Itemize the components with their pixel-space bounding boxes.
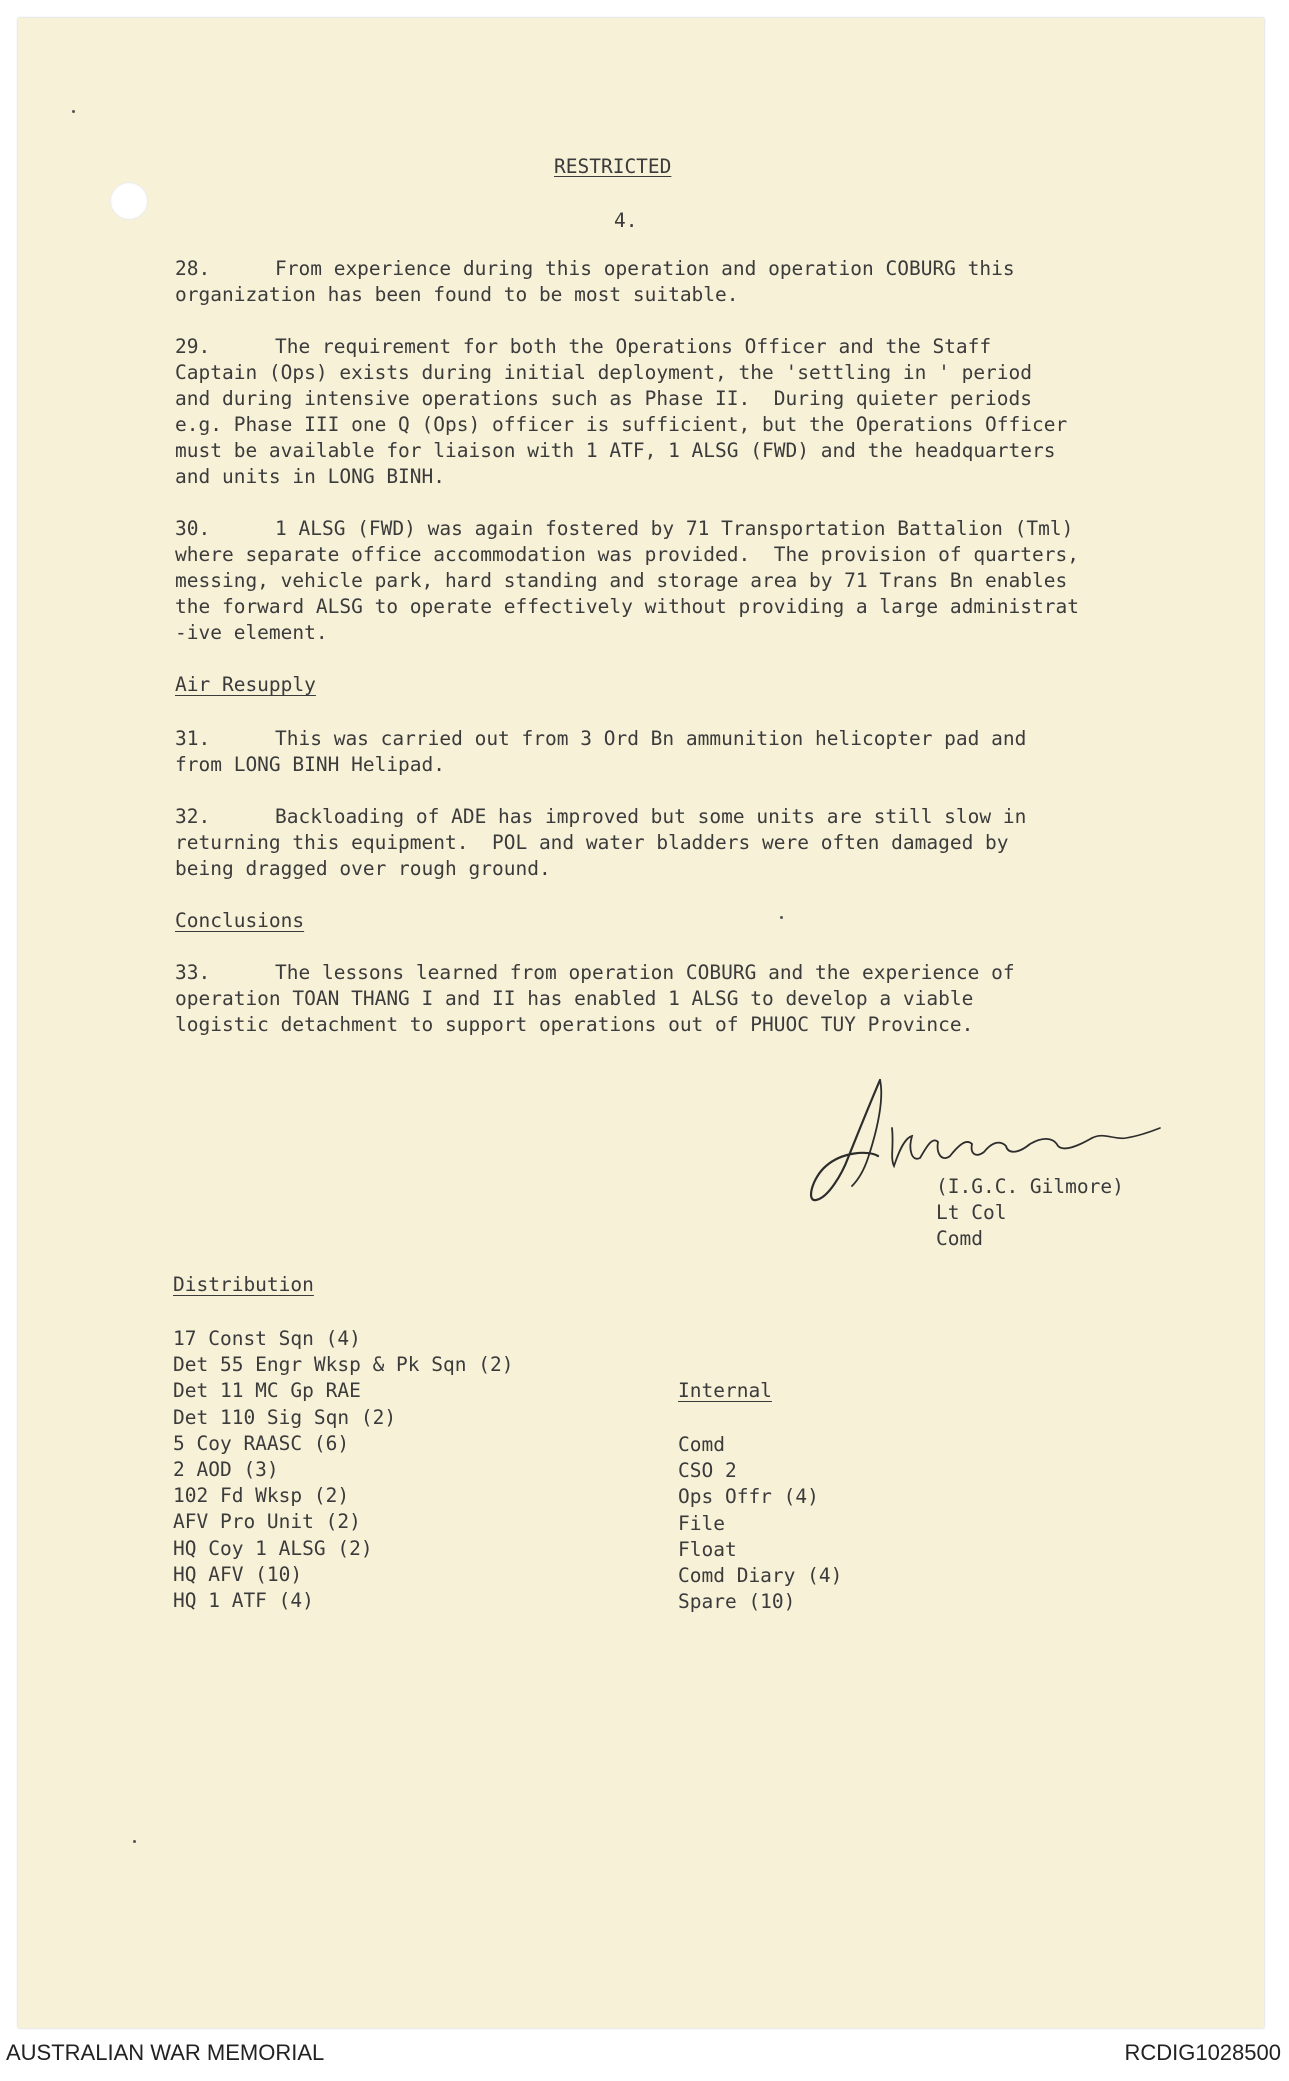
paper-speck: [780, 916, 783, 919]
internal-item: Comd: [678, 1433, 725, 1456]
distribution-item: HQ Coy 1 ALSG (2): [173, 1536, 373, 1560]
section-heading-conclusions: Conclusions: [175, 909, 305, 932]
internal-item: Float: [678, 1537, 737, 1561]
paragraph-32: [175, 804, 1185, 882]
paragraph-line: and during intensive operations such as Phase II. During quieter periods: [175, 387, 1033, 410]
footer-archive-name: AUSTRALIAN WAR MEMORIAL: [6, 2040, 325, 2065]
paragraph-line: returning this equipment. POL and water bladders were often damaged by: [175, 831, 1009, 854]
paragraph-line: being dragged over rough ground.: [175, 857, 551, 880]
distribution-item: 5 Coy RAASC (6): [173, 1431, 350, 1455]
paragraph-line: organization has been found to be most suitable.: [175, 283, 739, 306]
section-heading-air-resupply: Air Resupply: [175, 673, 316, 696]
distribution-item: 2 AOD (3): [173, 1457, 279, 1481]
paragraph-line: messing, vehicle park, hard standing and storage area by 71 Trans Bn enables: [175, 569, 1068, 592]
internal-item: File: [678, 1511, 725, 1535]
distribution-item: Det 11 MC Gp RAE: [173, 1379, 361, 1403]
paragraph-line: e.g. Phase III one Q (Ops) officer is sufficient, but the Operations Officer: [175, 413, 1068, 436]
paragraph-line: From experience during this operation and operation COBURG this: [275, 257, 1015, 280]
distribution-item: HQ 1 ATF (4): [173, 1588, 314, 1612]
internal-item: Comd Diary (4): [678, 1563, 843, 1587]
paragraph-31: [175, 726, 1185, 778]
signatory-appointment: Comd: [936, 1227, 983, 1250]
paper-speck: [72, 110, 75, 113]
paragraph-line: and units in LONG BINH.: [175, 465, 446, 488]
classification-heading: RESTRICTED: [554, 155, 672, 178]
internal-item: Ops Offr (4): [678, 1485, 819, 1509]
distribution-external-list: [173, 1326, 513, 1614]
paper-speck: [133, 1840, 136, 1843]
footer-record-id: RCDIG1028500: [1124, 2040, 1281, 2065]
paragraph-line: The lessons learned from operation COBURG and the experience of: [275, 961, 1015, 984]
distribution-item: Det 110 Sig Sqn (2): [173, 1405, 397, 1429]
distribution-item: 102 Fd Wksp (2): [173, 1484, 350, 1508]
document-page: [18, 18, 1264, 2028]
paragraph-29: [175, 334, 1185, 490]
paragraph-line: must be available for liaison with 1 ATF, 1 ALSG (FWD) and the headquarters: [175, 439, 1056, 462]
paragraph-line: from LONG BINH Helipad.: [175, 753, 446, 776]
internal-item: Spare (10): [678, 1590, 796, 1614]
page-number: 4.: [614, 209, 638, 232]
paragraph-line: operation TOAN THANG I and II has enabled 1 ALSG to develop a viable: [175, 987, 974, 1010]
paragraph-30: [175, 516, 1185, 646]
paragraph-line: Backloading of ADE has improved but some units are still slow in: [275, 805, 1027, 828]
paragraph-number: 33.: [175, 961, 211, 984]
distribution-item: 17 Const Sqn (4): [173, 1327, 361, 1350]
paragraph-line: the forward ALSG to operate effectively without providing a large administrat: [175, 595, 1079, 618]
paragraph-number: 29.: [175, 335, 211, 358]
paragraph-line: The requirement for both the Operations Officer and the Staff: [275, 335, 992, 358]
paragraph-number: 28.: [175, 257, 211, 280]
distribution-internal-list: [678, 1432, 842, 1615]
paragraph-number: 30.: [175, 517, 211, 540]
paragraph-number: 32.: [175, 805, 211, 828]
distribution-heading: Distribution: [173, 1273, 314, 1296]
distribution-item: AFV Pro Unit (2): [173, 1510, 361, 1534]
punch-hole: [110, 182, 148, 220]
paragraph-number: 31.: [175, 727, 211, 750]
paragraph-line: Captain (Ops) exists during initial deployment, the 'settling in ' period: [175, 361, 1033, 384]
paragraph-line: 1 ALSG (FWD) was again fostered by 71 Transportation Battalion (Tml): [275, 517, 1074, 540]
distribution-item: HQ AFV (10): [173, 1562, 303, 1586]
paragraph-33: [175, 960, 1185, 1038]
paragraph-line: This was carried out from 3 Ord Bn ammunition helicopter pad and: [275, 727, 1027, 750]
internal-item: CSO 2: [678, 1459, 737, 1483]
paragraph-line: -ive element.: [175, 621, 328, 644]
distribution-item: Det 55 Engr Wksp & Pk Sqn (2): [173, 1353, 514, 1377]
paragraph-line: where separate office accommodation was provided. The provision of quarters,: [175, 543, 1079, 566]
paragraph-28: [175, 256, 1185, 308]
signatory-name: (I.G.C. Gilmore): [936, 1175, 1124, 1198]
signatory-rank: Lt Col: [936, 1201, 1007, 1224]
paragraph-line: logistic detachment to support operations out of PHUOC TUY Province.: [175, 1013, 974, 1036]
internal-heading: Internal: [678, 1379, 772, 1402]
